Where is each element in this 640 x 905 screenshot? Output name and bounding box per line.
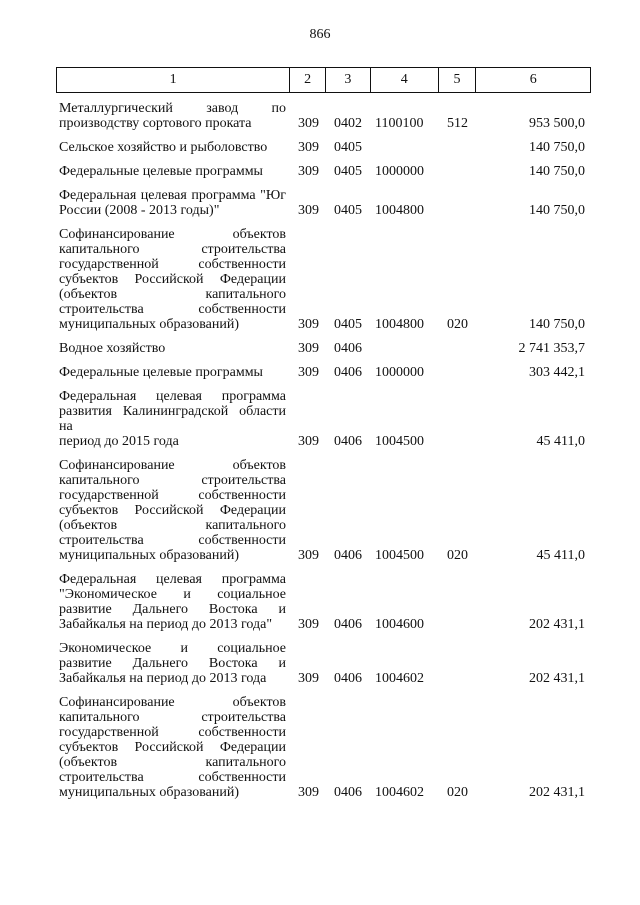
- row-name-line: государственной собственности: [59, 257, 286, 272]
- row-col-4: 1004602: [375, 785, 424, 800]
- table-row: [56, 188, 591, 218]
- row-name: [56, 101, 290, 131]
- row-name-line: капитального строительства: [59, 710, 286, 725]
- row-amount: 140 750,0: [529, 140, 585, 155]
- row-name: [56, 164, 290, 179]
- row-name-line: период до 2015 года: [59, 434, 179, 449]
- row-col-3: 0402: [334, 116, 362, 131]
- row-amount: 953 500,0: [529, 116, 585, 131]
- row-col-2: 309: [298, 116, 319, 131]
- header-col-5: 5: [439, 68, 477, 92]
- row-col-5: 020: [447, 548, 468, 563]
- table-row: [56, 695, 591, 800]
- row-col-4: 1004500: [375, 548, 424, 563]
- row-amount: 2 741 353,7: [518, 341, 585, 356]
- row-name-line: субъектов Российской Федерации: [59, 272, 286, 287]
- row-name-line: Федеральная целевая программа "Юг: [59, 188, 286, 203]
- table-row: [56, 572, 591, 632]
- row-col-2: 309: [298, 785, 319, 800]
- row-name-line: субъектов Российской Федерации: [59, 740, 286, 755]
- row-name-line: Забайкалья на период до 2013 года: [59, 671, 267, 686]
- row-col-3: 0405: [334, 203, 362, 218]
- row-col-2: 309: [298, 140, 319, 155]
- row-col-4: 1004800: [375, 203, 424, 218]
- row-name-line: развития Калининградской области на: [59, 404, 286, 434]
- row-col-3: 0406: [334, 548, 362, 563]
- header-col-6: 6: [529, 72, 537, 87]
- row-amount: 140 750,0: [529, 203, 585, 218]
- row-amount: 303 442,1: [529, 365, 585, 380]
- table-row: [56, 458, 591, 563]
- row-col-4: 1004500: [375, 434, 424, 449]
- row-col-3: 0406: [334, 671, 362, 686]
- row-col-2: 309: [298, 671, 319, 686]
- row-name: [56, 389, 290, 449]
- row-name-line: развитие Дальнего Востока и: [59, 656, 286, 671]
- row-col-4: 1000000: [375, 365, 424, 380]
- row-name-line: Софинансирование объектов: [59, 458, 286, 473]
- row-name-line: муниципальных образований): [59, 785, 239, 800]
- row-name-line: России (2008 - 2013 годы)": [59, 203, 220, 218]
- row-name-line: строительства собственности: [59, 302, 286, 317]
- row-name-line: производству сортового проката: [59, 116, 252, 131]
- row-col-4: 1000000: [375, 164, 424, 179]
- row-name-line: (объектов капитального: [59, 287, 286, 302]
- table-body: [56, 101, 591, 800]
- table-header: [56, 67, 591, 93]
- row-name: [56, 140, 290, 155]
- row-name: [56, 641, 290, 686]
- table-row: [56, 164, 591, 179]
- row-name-line: Экономическое и социальное: [59, 641, 286, 656]
- row-amount: 140 750,0: [529, 164, 585, 179]
- row-col-4: 1004600: [375, 617, 424, 632]
- row-col-5: 512: [447, 116, 468, 131]
- row-col-5: 020: [447, 317, 468, 332]
- row-name: [56, 572, 290, 632]
- table-row: [56, 101, 591, 131]
- row-col-2: 309: [298, 365, 319, 380]
- row-amount: 202 431,1: [529, 617, 585, 632]
- row-col-4: 1004602: [375, 671, 424, 686]
- row-col-3: 0406: [334, 365, 362, 380]
- row-name-line: Софинансирование объектов: [59, 227, 286, 242]
- row-name-line: строительства собственности: [59, 770, 286, 785]
- row-col-3: 0406: [334, 434, 362, 449]
- row-col-5: 020: [447, 785, 468, 800]
- row-name-line: (объектов капитального: [59, 518, 286, 533]
- row-name-line: "Экономическое и социальное: [59, 587, 286, 602]
- row-name-line: строительства собственности: [59, 533, 286, 548]
- budget-table: [56, 67, 591, 809]
- table-row: [56, 341, 591, 356]
- row-col-2: 309: [298, 317, 319, 332]
- row-name-line: Забайкалья на период до 2013 года": [59, 617, 273, 632]
- table-row: [56, 140, 591, 155]
- row-name: [56, 695, 290, 800]
- row-amount: 202 431,1: [529, 785, 585, 800]
- row-name-line: капитального строительства: [59, 473, 286, 488]
- header-col-3: 3: [326, 68, 371, 92]
- row-col-3: 0405: [334, 317, 362, 332]
- row-name-line: капитального строительства: [59, 242, 286, 257]
- header-col-4: 4: [371, 68, 439, 92]
- row-name: [56, 227, 290, 332]
- row-name-line: субъектов Российской Федерации: [59, 503, 286, 518]
- row-name-line: Сельское хозяйство и рыболовство: [59, 140, 268, 155]
- row-name: [56, 188, 290, 218]
- row-col-3: 0406: [334, 785, 362, 800]
- row-name-line: муниципальных образований): [59, 548, 239, 563]
- row-name: [56, 341, 290, 356]
- header-col-2: 2: [290, 68, 326, 92]
- row-name-line: развитие Дальнего Востока и: [59, 602, 286, 617]
- row-name-line: Металлургический завод по: [59, 101, 286, 116]
- table-row: [56, 389, 591, 449]
- row-col-2: 309: [298, 164, 319, 179]
- row-amount: 202 431,1: [529, 671, 585, 686]
- row-name-line: Федеральные целевые программы: [59, 365, 263, 380]
- row-col-2: 309: [298, 617, 319, 632]
- row-col-4: 1004800: [375, 317, 424, 332]
- row-col-3: 0406: [334, 341, 362, 356]
- row-name-line: Федеральная целевая программа: [59, 389, 286, 404]
- row-col-2: 309: [298, 203, 319, 218]
- row-name-line: государственной собственности: [59, 725, 286, 740]
- row-col-2: 309: [298, 341, 319, 356]
- row-col-3: 0405: [334, 140, 362, 155]
- table-row: [56, 641, 591, 686]
- row-amount: 140 750,0: [529, 317, 585, 332]
- row-col-3: 0405: [334, 164, 362, 179]
- row-name-line: муниципальных образований): [59, 317, 239, 332]
- row-col-3: 0406: [334, 617, 362, 632]
- row-name-line: государственной собственности: [59, 488, 286, 503]
- table-row: [56, 365, 591, 380]
- row-name: [56, 458, 290, 563]
- row-col-2: 309: [298, 548, 319, 563]
- row-name-line: Федеральная целевая программа: [59, 572, 286, 587]
- row-name-line: Федеральные целевые программы: [59, 164, 263, 179]
- row-col-2: 309: [298, 434, 319, 449]
- row-amount: 45 411,0: [536, 434, 585, 449]
- row-col-4: 1100100: [375, 116, 424, 131]
- row-name-line: Софинансирование объектов: [59, 695, 286, 710]
- row-amount: 45 411,0: [536, 548, 585, 563]
- row-name-line: Водное хозяйство: [59, 341, 166, 356]
- row-name: [56, 365, 290, 380]
- page-number: 866: [309, 27, 331, 42]
- row-name-line: (объектов капитального: [59, 755, 286, 770]
- header-col-1: 1: [57, 68, 290, 92]
- table-row: [56, 227, 591, 332]
